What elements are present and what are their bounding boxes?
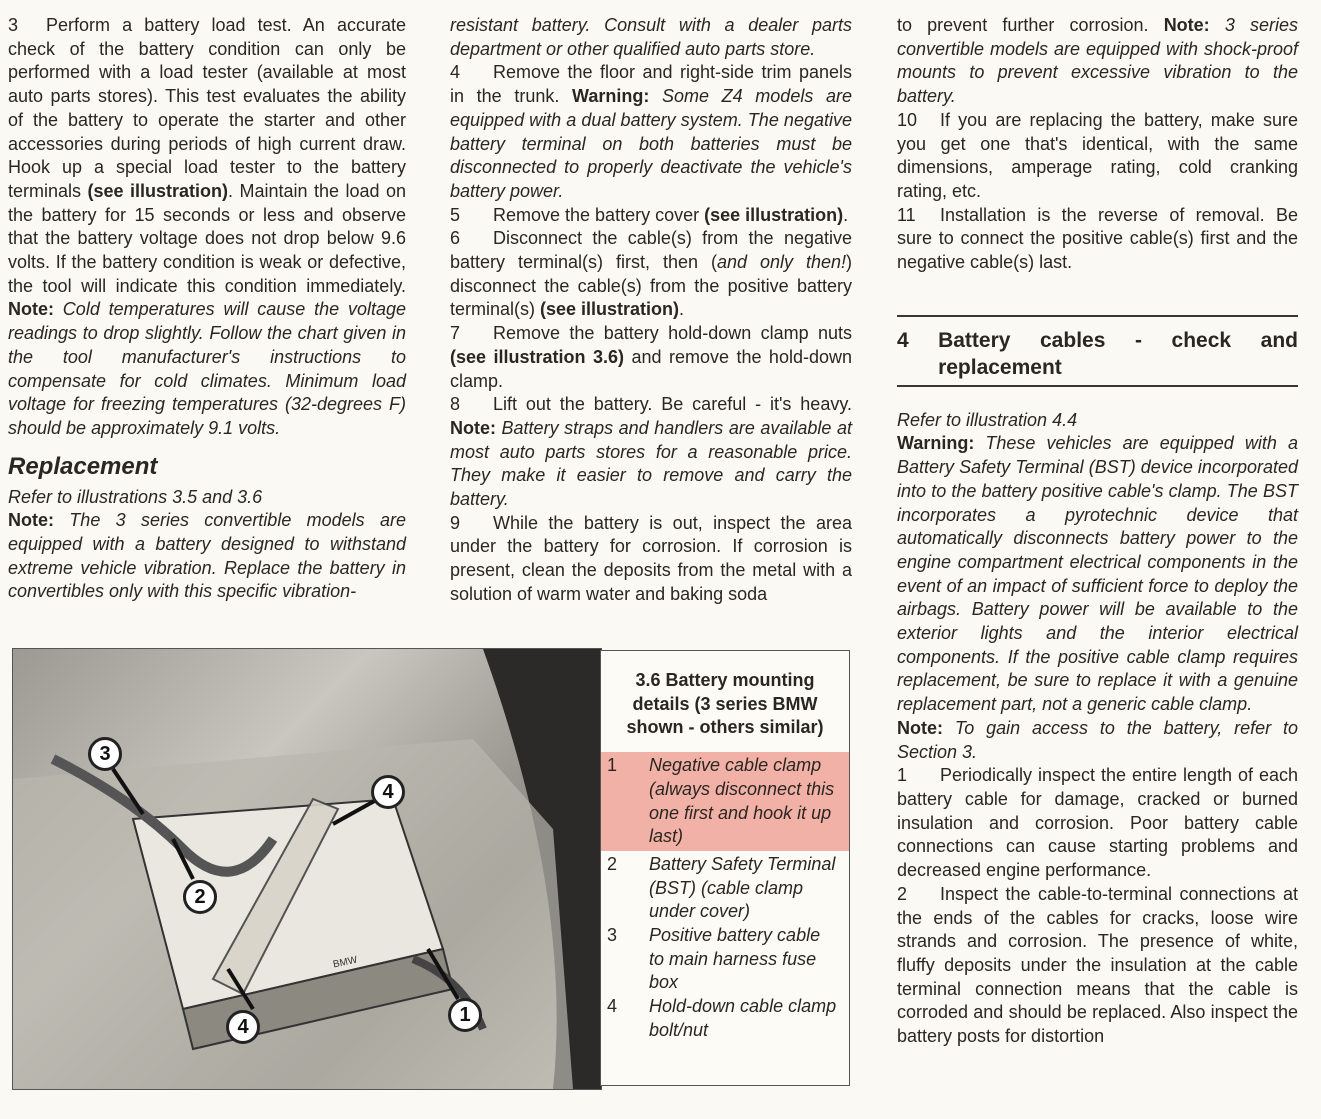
- paragraph-step-4: [450, 61, 852, 203]
- step-text: .: [679, 299, 685, 320]
- step-text: Inspect the cable-to-terminal connections at the ends of the cables for cracks, loose wire strands and corrosion. The presence of white, fluffy deposits under the insulation at the cable terminal connection means that the cable is corroded and should be replaced. Also inspect the battery posts for distortion: [897, 883, 1298, 1047]
- note-label: Note:: [8, 510, 54, 531]
- note-text: Cold temperatures will cause the voltage readings to drop slightly. Follow the chart given in the tool manufacturer's instructions to compensate for cold climates. Minimum load voltage for freezing temperatures (32-degrees F) should be approximately 9.1 volts.: [8, 299, 406, 438]
- callout-4: 4: [371, 775, 405, 809]
- step-number: 7: [450, 323, 461, 344]
- step-text: Remove the battery hold-down clamp nuts: [493, 323, 852, 344]
- battery-photo: [12, 648, 602, 1090]
- step-text: If you are replacing the battery, make sure you get one that's identical, with the same dimensions, amperage rating, cold cranking rating, etc.: [897, 109, 1298, 201]
- step-number: 10: [897, 109, 918, 130]
- step-number: 3: [8, 15, 19, 35]
- paragraph-step-11: [897, 204, 1298, 275]
- section-number: 4: [897, 328, 909, 352]
- paragraph-step-9: [450, 512, 852, 607]
- paragraph-step-8: [450, 393, 852, 512]
- paragraph-step-10: [897, 109, 1298, 204]
- warning-text: Some Z4 models are equipped with a dual battery system. The negative battery terminal on both batteries must be disconnected to properly deactivate the vehicle's battery power.: [450, 86, 852, 201]
- note-paragraph: [8, 509, 406, 604]
- step-number: 8: [450, 394, 461, 415]
- step-text: Periodically inspect the entire length of each battery cable for damage, cracked or burned insulation and corrosion. Poor battery cable connections can cause starting problems and decreased engine performance.: [897, 765, 1298, 881]
- step-number: 1: [897, 765, 908, 786]
- continued-text: [897, 14, 1298, 109]
- note-label: Note:: [8, 299, 54, 320]
- paragraph-step-5: [450, 204, 852, 228]
- note-label: Note:: [1163, 15, 1210, 35]
- illustration-ref: (see illustration): [704, 204, 844, 225]
- note-text: Battery straps and handlers are available at most auto parts stores for a reasonable price. They make it easier to remove and carry the battery.: [450, 417, 852, 510]
- step-text: Lift out the battery. Be careful - it's heavy.: [493, 394, 852, 415]
- battery-photo-drawing: [13, 649, 601, 1089]
- caption-item-number: 4: [607, 996, 618, 1017]
- step-number: 11: [897, 204, 916, 225]
- warning-text: These vehicles are equipped with a Battery Safety Terminal (BST) device incorporated into to the battery positive cable's clamp. The BST incorporates a pyrotechnic device that automatically disconnects battery power to the engine compartment electrical components in the event of an impact of sufficient force to deploy the airbags. Battery power will be available to the exterior lights and the interior electrical components. If the positive cable clamp requires replacement, be sure to replace it with a genuine replacement part, not a generic cable clamp.: [897, 433, 1298, 715]
- paragraph-step-2: [897, 883, 1298, 1049]
- step-number: 6: [450, 228, 461, 249]
- step-text: and remove the hold-down clamp.: [450, 346, 852, 391]
- caption-item-text: Hold-down cable clamp bolt/nut: [649, 996, 837, 1040]
- step-number: 5: [450, 204, 461, 225]
- warning-paragraph: [897, 432, 1298, 716]
- step-number: 4: [450, 62, 461, 83]
- text-column-2: [450, 14, 852, 607]
- caption-title: 3.6 Battery mounting details (3 series BMW shown - others similar): [626, 670, 824, 738]
- callout-1: 1: [448, 998, 482, 1032]
- text-column-1: [8, 14, 406, 604]
- caption-item: [601, 752, 849, 851]
- step-text: Remove the floor and right-side trim panels in the trunk.: [450, 62, 852, 107]
- paragraph-step-6: [450, 227, 852, 322]
- refer-line: Refer to illustrations 3.5 and 3.6: [8, 486, 263, 507]
- caption-item: [601, 995, 849, 1042]
- illustration-ref: (see illustration 3.6): [450, 346, 624, 367]
- warning-label: Warning:: [572, 86, 650, 107]
- caption-item: [601, 853, 849, 924]
- caption-item-number: 2: [607, 853, 618, 874]
- note-paragraph: [897, 717, 1298, 764]
- illustration-ref: (see illustration): [540, 299, 680, 320]
- note-text: To gain access to the battery, refer to Section 3.: [897, 717, 1298, 762]
- warning-label: Warning:: [897, 433, 975, 454]
- step-text: Remove the battery cover: [493, 204, 705, 225]
- section-divider: [897, 385, 1298, 387]
- caption-item-text: Negative cable clamp (always disconnect this one first and hook it up last): [649, 755, 835, 847]
- callout-3: 3: [88, 737, 122, 771]
- note-text: 3 series convertible models are equipped with shock-proof mounts to prevent excessive vibration to the battery.: [897, 15, 1299, 107]
- caption-item-text: Battery Safety Terminal (BST) (cable clamp under cover): [649, 853, 836, 922]
- refer-line: Refer to illustration 4.4: [897, 409, 1078, 430]
- section-title: Battery cables - check and replacement: [938, 328, 1298, 379]
- paragraph-step-3: [8, 14, 406, 441]
- paragraph-step-1: [897, 764, 1298, 883]
- caption-item-number: 1: [607, 755, 618, 776]
- step-text: Perform a battery load test. An accurate check of the battery condition can only be performed with a load tester (available at most auto parts stores). This test evaluates the ability of the battery to operate the starter and other accessories during periods of high current draw. Hook up a special load tester to the battery terminals: [8, 15, 406, 201]
- step-number: 9: [450, 512, 461, 533]
- caption-item-number: 3: [607, 925, 618, 946]
- step-text: Disconnect the cable(s) from the negative battery terminal(s) first, then (: [450, 228, 852, 273]
- caption-item-text: Positive battery cable to main harness fuse box: [649, 925, 821, 993]
- emphasis-text: and only then!: [716, 252, 846, 273]
- callout-2: 2: [183, 880, 217, 914]
- step-number: 2: [897, 883, 908, 904]
- paragraph-step-7: [450, 322, 852, 393]
- replacement-heading: Replacement: [8, 452, 158, 480]
- text-column-3: [897, 14, 1298, 1049]
- step-text: Installation is the reverse of removal. Be sure to connect the positive cable(s) first and the negative cable(s) last.: [897, 204, 1298, 273]
- note-text: The 3 series convertible models are equipped with a battery designed to withstand extreme vehicle vibration. Replace the battery in convertibles only with this specific vibration-: [8, 510, 406, 602]
- figure-caption: [600, 650, 850, 1086]
- step-text: ) disconnect the cable(s) from the positive battery terminal(s): [450, 252, 852, 320]
- note-label: Note:: [450, 417, 496, 438]
- illustration-ref: (see illustration): [87, 180, 228, 201]
- step-text: While the battery is out, inspect the area under the battery for corrosion. If corrosion is present, clean the deposits from the metal with a solution of warm water and baking soda: [450, 512, 852, 604]
- step-text: .: [843, 204, 849, 225]
- step-text: . Maintain the load on the battery for 15 seconds or less and observe that the battery voltage does not drop below 9.6 volts. If the battery condition is weak or defective, the tool will indicate this condition immediately.: [8, 180, 406, 296]
- caption-item: [601, 924, 849, 995]
- continued-text: resistant battery. Consult with a dealer parts department or other qualified auto parts store.: [450, 15, 852, 59]
- callout-4: 4: [226, 1010, 260, 1044]
- section-heading: [897, 317, 1298, 381]
- step-text: to prevent further corrosion.: [897, 15, 1164, 35]
- note-label: Note:: [897, 717, 943, 738]
- battery-brand-label: BMW: [332, 954, 359, 971]
